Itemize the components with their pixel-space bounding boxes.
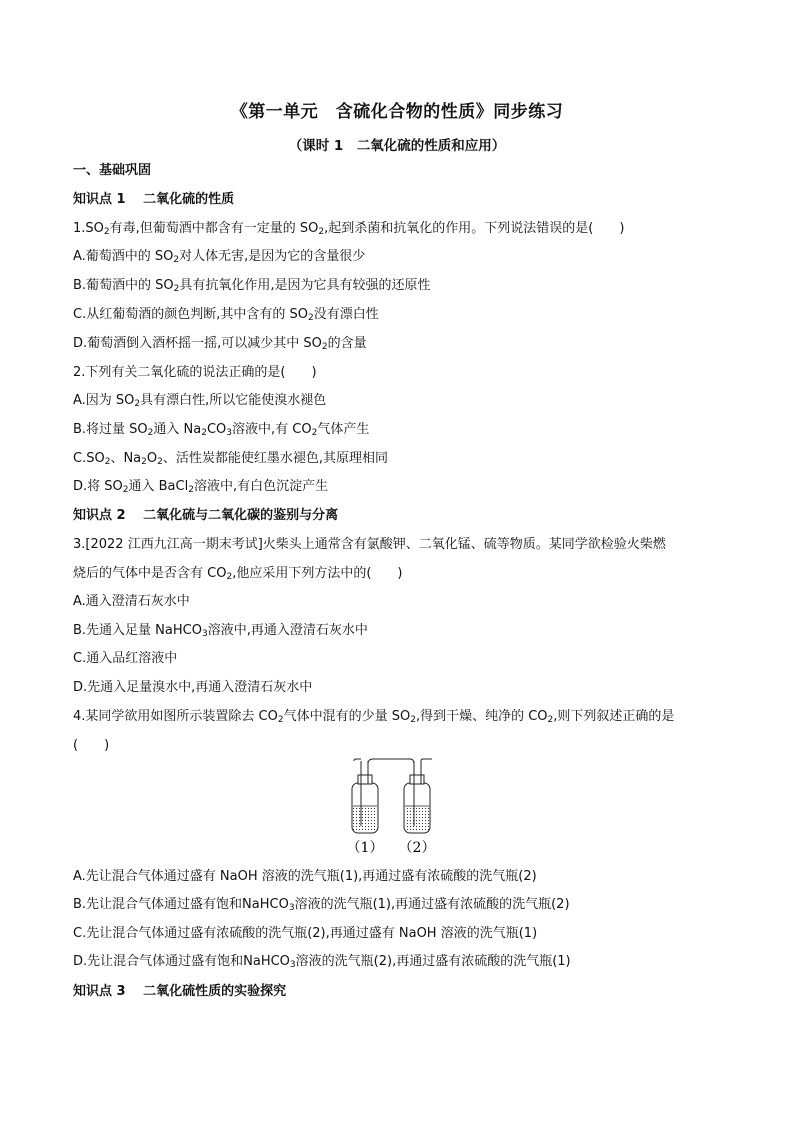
q3-option-c: C.通入品红溶液中 [73,651,178,666]
q3-stem-line1: 3.[2022 江西九江高一期末考试]火柴头上通常含有氯酸钾、二氧化锰、硫等物质。某同学欲检验火柴燃 [73,537,666,552]
q4-stem-line2: ( ) [73,738,110,753]
q4-option-c: C.先让混合气体通过盛有浓硫酸的洗气瓶(2),再通过盛有 NaOH 溶液的洗气瓶(1) [73,926,538,941]
page-title: 《第一单元 含硫化合物的性质》同步练习 [230,102,564,122]
knowledge-point-2: 知识点 2 二氧化硫与二氧化碳的鉴别与分离 [73,508,339,523]
bottle-2 [404,761,430,833]
q1-option-d: D.葡萄酒倒入酒杯摇一摇,可以减少其中 $SO_2$的含量 [73,336,367,352]
q4-option-b: B.先让混合气体通过盛有饱和NaHCO$_3$溶液的洗气瓶(1),再通过盛有浓硫酸的洗气瓶(2) [73,897,570,913]
q2-option-a: A.因为 $SO_2$具有漂白性,所以它能使溴水褪色 [73,393,327,409]
gas-washing-bottles-figure [346,756,446,856]
q3-option-a: A.通入澄清石灰水中 [73,594,190,609]
knowledge-point-1: 知识点 1 二氧化硫的性质 [73,192,235,207]
q3-stem-line2: 烧后的气体中是否含有 $CO_2$,他应采用下列方法中的( ) [73,566,403,582]
bottle-1-label: （1） [346,840,384,856]
q3-option-d: D.先通入足量溴水中,再通入澄清石灰水中 [73,680,313,695]
q3-option-b: B.先通入足量 NaHCO$_3$溶液中,再通入澄清石灰水中 [73,623,368,639]
knowledge-point-3: 知识点 3 二氧化硫性质的实验探究 [73,984,287,999]
section-heading: 一、基础巩固 [73,163,152,178]
q2-option-d: D.将 $SO_2$通入 BaCl$_2$溶液中,有白色沉淀产生 [73,479,329,495]
q1-stem: $1.SO_2$有毒,但葡萄酒中都含有一定量的 $SO_2$,起到杀菌和抗氧化的作用。下列说法错误的是( ) [73,221,625,237]
q1-option-a: A.葡萄酒中的 $SO_2$对人体无害,是因为它的含量很少 [73,249,366,265]
q4-stem-line1: 4.某同学欲用如图所示装置除去 $CO_2$气体中混有的少量 $SO_2$,得到干燥、纯净的 $CO_2$,则下列叙述正确的是 [73,709,675,725]
bottle-1 [352,761,378,833]
washing-bottles-diagram [346,756,446,856]
q2-option-b: B.将过量 $SO_2$通入 $Na_2CO_3$溶液中,有 $CO_2$气体产生 [73,422,370,438]
connecting-tube [354,759,432,764]
q1-option-b: B.葡萄酒中的 $SO_2$具有抗氧化作用,是因为它具有较强的还原性 [73,278,431,294]
lesson-subtitle: （课时 1 二氧化硫的性质和应用） [288,138,506,154]
q2-stem: 2.下列有关二氧化硫的说法正确的是( ) [73,365,317,380]
q1-option-c: C.从红葡萄酒的颜色判断,其中含有的 $SO_2$没有漂白性 [73,307,379,323]
bottle-2-label: （2） [398,840,436,856]
q4-option-d: D.先让混合气体通过盛有饱和NaHCO$_3$溶液的洗气瓶(2),再通过盛有浓硫酸的洗气瓶(1) [73,954,571,970]
q4-option-a: A.先让混合气体通过盛有 NaOH 溶液的洗气瓶(1),再通过盛有浓硫酸的洗气瓶(2) [73,869,537,884]
q2-option-c: $C.SO_2$、$Na_2O_2$、活性炭都能使红墨水褪色,其原理相同 [73,451,388,467]
